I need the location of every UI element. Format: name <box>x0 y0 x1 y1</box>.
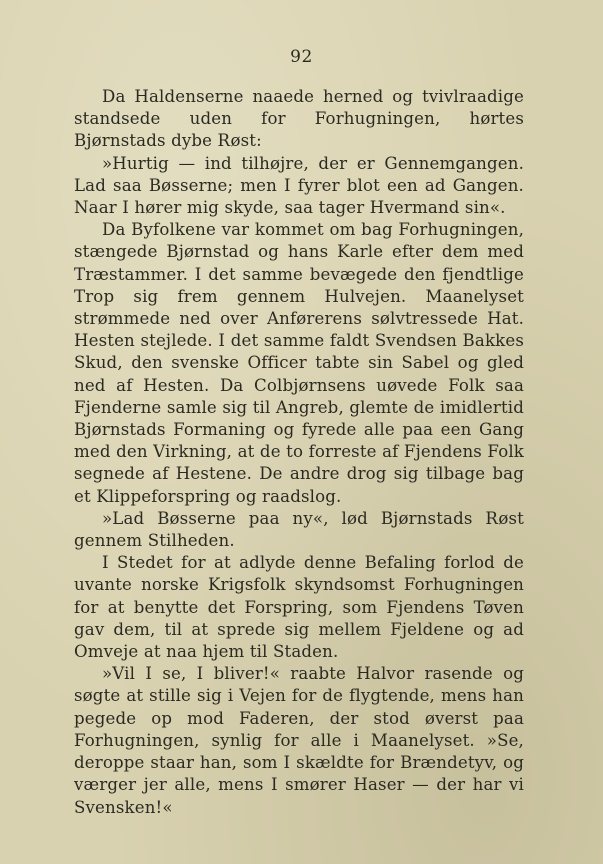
paragraph: »Vil I se, I bliver!« raabte Halvor rasende og søgte at stille sig i Vejen for de flygtende, mens han pegede op mod Faderen, der stod øverst paa Forhugningen, synlig for alle i Maanelyset. »Se, deroppe staar han, som I skældte for Brændetyv, og værger jer alle, mens I smører Haser — der har vi Svensken!« <box>74 664 524 817</box>
page-number: 92 <box>290 47 313 67</box>
body-text <box>74 86 524 819</box>
paragraph: I Stedet for at adlyde denne Befaling forlod de uvante norske Krigsfolk skyndsomst Forhugningen for at benytte det Forspring, som Fjendens Tøven gav dem, til at sprede sig mellem Fjeldene og ad Omveje at naa hjem til Staden. <box>74 553 524 662</box>
paragraph: »Lad Bøsserne paa ny«, lød Bjørnstads Røst gennem Stilheden. <box>74 508 524 551</box>
paragraph: Da Byfolkene var kommet om bag Forhugningen, stængede Bjørnstad og hans Karle efter dem med Træstammer. I det samme bevægede den fjendtlige Trop sig frem gennem Hulvejen. Maanelyset strømmede ned over Anførerens sølvtressede Hat. Hesten stejlede. I det samme faldt Svendsen Bakkes Skud, den svenske Officer tabte sin Sabel og gled ned af Hesten. Da Colbjørnsens uøvede Folk saa Fjenderne samle sig til Angreb, glemte de imidlertid Bjørnstads Formaning og fyrede alle paa een Gang med den Virkning, at de to forreste af Fjendens Folk segnede af Hestene. De andre drog sig tilbage bag et Klippeforspring og raadslog. <box>74 220 524 506</box>
paragraph: Da Haldenserne naaede herned og tvivlraadige standsede uden for Forhugningen, hørtes Bjørnstads dybe Røst: <box>74 87 524 151</box>
paragraph: »Hurtig — ind tilhøjre, der er Gennemgangen. Lad saa Bøsserne; men I fyrer blot een ad Gangen. Naar I hører mig skyde, saa tager Hvermand sin«. <box>74 153 524 218</box>
